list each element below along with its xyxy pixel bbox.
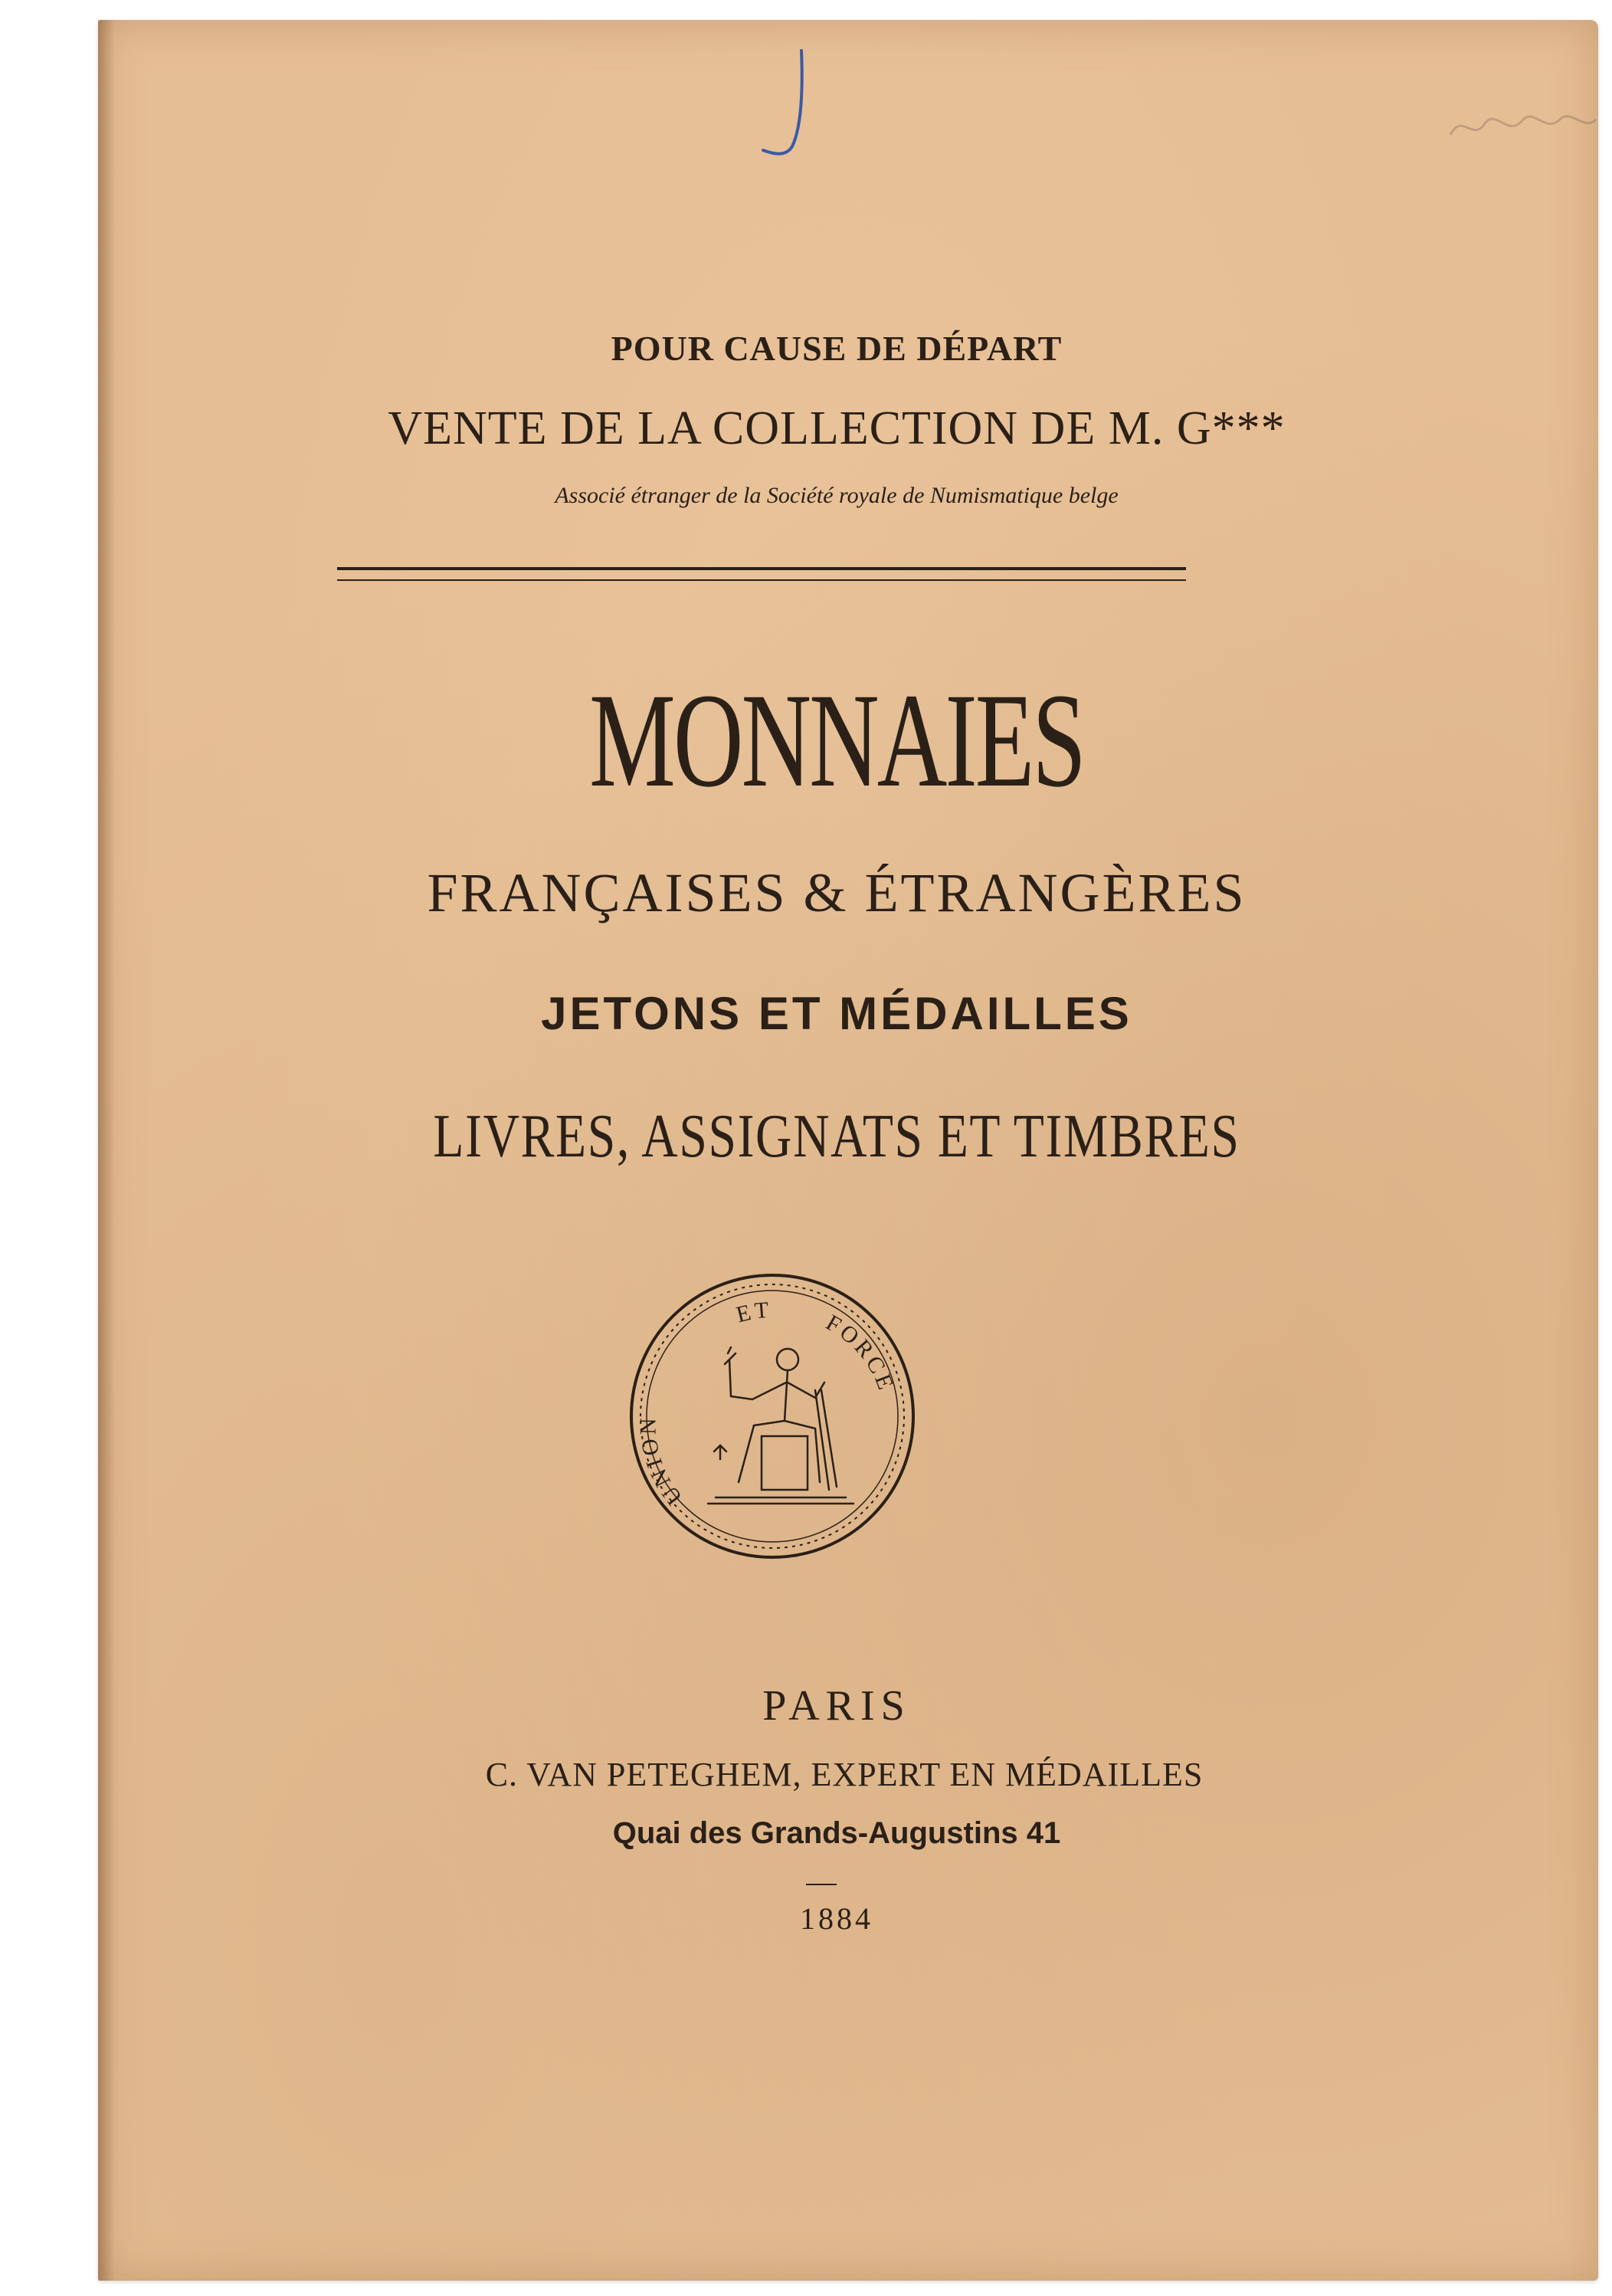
cover-address: Quai des Grands-Augustins 41: [612, 1816, 1061, 1850]
double-rule-divider: [337, 567, 1186, 581]
cover-year: 1884: [800, 1901, 873, 1936]
medal-illustration: [624, 1268, 921, 1565]
cover-title: MONNAIES: [589, 666, 1084, 815]
medal-inscription-left: UNION: [635, 1415, 688, 1510]
cover-line-tokens: JETONS ET MÉDAILLES: [541, 988, 1132, 1039]
medal-inscription-top: ET: [733, 1297, 773, 1328]
svg-text:ET: [734, 1297, 773, 1328]
booklet-cover: [98, 20, 1598, 2281]
cover-line-sale: VENTE DE LA COLLECTION DE M. G***: [388, 402, 1286, 454]
cover-city: PARIS: [762, 1682, 911, 1730]
seated-figure-icon: [708, 1347, 854, 1504]
blue-pen-mark: [755, 43, 817, 166]
short-dash-divider: [806, 1884, 837, 1885]
svg-text:UNION: [635, 1415, 687, 1510]
pencil-scribble: [1447, 104, 1600, 150]
cover-publisher: C. VAN PETEGHEM, EXPERT EN MÉDAILLES: [485, 1756, 1204, 1793]
cover-line-departure: POUR CAUSE DE DÉPART: [611, 329, 1063, 368]
medal-inscription-right: FORCE: [821, 1310, 899, 1396]
cover-line-books: LIVRES, ASSIGNATS ET TIMBRES: [433, 1103, 1240, 1170]
cover-subtitle: FRANÇAISES & ÉTRANGÈRES: [427, 862, 1247, 923]
cover-line-associate: Associé étranger de la Société royale de Numismatique belge: [555, 483, 1119, 508]
